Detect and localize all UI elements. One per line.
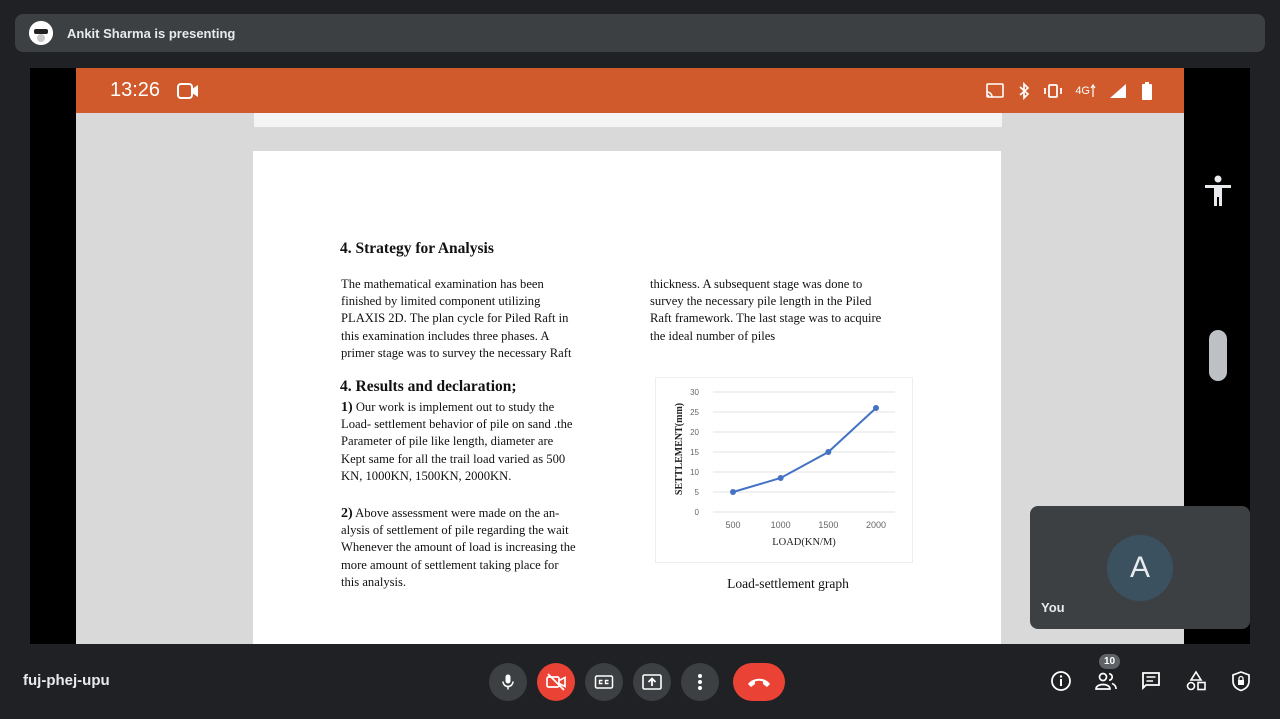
microphone-button[interactable]	[489, 663, 527, 701]
y-tick-label: 5	[694, 488, 699, 497]
vibrate-icon	[1043, 83, 1063, 99]
x-tick-label: 2000	[865, 520, 887, 530]
accessibility-icon[interactable]	[1202, 174, 1234, 213]
y-tick-label: 15	[690, 448, 699, 457]
phone-status-icons	[985, 68, 1154, 113]
shield-lock-icon	[1231, 670, 1251, 692]
bluetooth-icon	[1017, 82, 1031, 100]
people-button[interactable]	[1094, 656, 1118, 693]
shared-phone-screen	[76, 68, 1184, 644]
more-vert-icon	[697, 673, 703, 691]
load-settlement-chart	[655, 377, 913, 563]
section-title-strategy: 4. Strategy for Analysis	[340, 240, 494, 257]
participant-count-badge: 10	[1099, 654, 1120, 669]
chart-svg	[655, 377, 913, 563]
phone-status-bar	[76, 68, 1184, 113]
y-tick-label: 30	[690, 388, 699, 397]
x-axis-label: LOAD(KN/M)	[772, 537, 836, 548]
data-point	[873, 405, 879, 411]
people-icon	[1094, 671, 1118, 691]
captions-icon	[594, 674, 614, 690]
phone-clock: 13:26	[110, 79, 161, 101]
host-controls-button[interactable]	[1229, 669, 1253, 693]
present-screen-button[interactable]	[633, 663, 671, 701]
screen-record-icon	[176, 81, 200, 101]
chat-button[interactable]	[1139, 669, 1163, 693]
x-tick-label: 500	[725, 520, 741, 530]
y-tick-label: 0	[694, 508, 699, 517]
camera-off-icon	[545, 672, 567, 692]
battery-icon	[1140, 81, 1154, 101]
y-tick-label: 25	[690, 408, 699, 417]
cast-icon	[985, 82, 1005, 100]
results-point-1: 1) Our work is implement out to study the Load- settlement behavior of pile on sand .the Parameter of pile like length, diameter are Kept same for all the trail load varied as 500 KN, 1000KN, 1500KN, 2000KN.	[341, 400, 573, 483]
more-options-button[interactable]	[681, 663, 719, 701]
results-point-2: 2) Above assessment were made on the an- alysis of settlement of pile regarding the wait Whenever the amount of load is increasing the more amount of settlement taking place for this analysis.	[341, 506, 576, 589]
presenter-avatar	[29, 21, 53, 45]
end-call-button[interactable]	[733, 663, 785, 701]
strategy-paragraph-col2: thickness. A subsequent stage was done to survey the necessary pile length in the Piled Raft framework. The last stage was to acquire the ideal number of piles	[650, 277, 882, 343]
end-call-icon	[746, 675, 772, 689]
data-point	[825, 449, 831, 455]
previous-page-edge	[254, 113, 1002, 127]
camera-off-button[interactable]	[537, 663, 575, 701]
data-point	[730, 489, 736, 495]
meeting-details-button[interactable]	[1049, 669, 1073, 693]
x-tick-label: 1500	[818, 520, 839, 530]
present-icon	[641, 673, 663, 691]
captions-button[interactable]	[585, 663, 623, 701]
self-label: You	[1041, 600, 1065, 615]
call-controls	[489, 663, 785, 701]
presenting-text: Ankit Sharma is presenting	[67, 25, 236, 41]
chat-icon	[1140, 670, 1162, 692]
microphone-icon	[499, 673, 517, 691]
signal-icon	[1108, 82, 1128, 100]
document-page	[253, 151, 1001, 644]
self-avatar: A	[1107, 535, 1173, 601]
network-type-indicator: 4G	[1075, 84, 1096, 98]
info-icon	[1050, 670, 1072, 692]
scroll-handle[interactable]	[1209, 330, 1227, 381]
presenting-banner	[15, 14, 1265, 52]
activities-icon	[1185, 670, 1207, 692]
data-point	[778, 475, 784, 481]
strategy-paragraph-col1: The mathematical examination has been finished by limited component utilizing PLAXIS 2D. The plan cycle for Piled Raft in this examination includes three phases. A primer stage was to survey the necessary Raft	[341, 277, 572, 360]
y-axis-label: SETTLEMENT(mm)	[674, 402, 685, 496]
x-tick-label: 1000	[770, 520, 791, 530]
section-title-results: 4. Results and declaration;	[340, 378, 517, 395]
meeting-side-controls	[1049, 656, 1253, 693]
y-tick-label: 10	[690, 468, 699, 477]
activities-button[interactable]	[1184, 669, 1208, 693]
y-tick-label: 20	[690, 428, 699, 437]
self-video-tile[interactable]	[1030, 506, 1250, 629]
chart-caption: Load-settlement graph	[727, 576, 849, 591]
meeting-code: fuj-phej-upu	[23, 672, 110, 689]
